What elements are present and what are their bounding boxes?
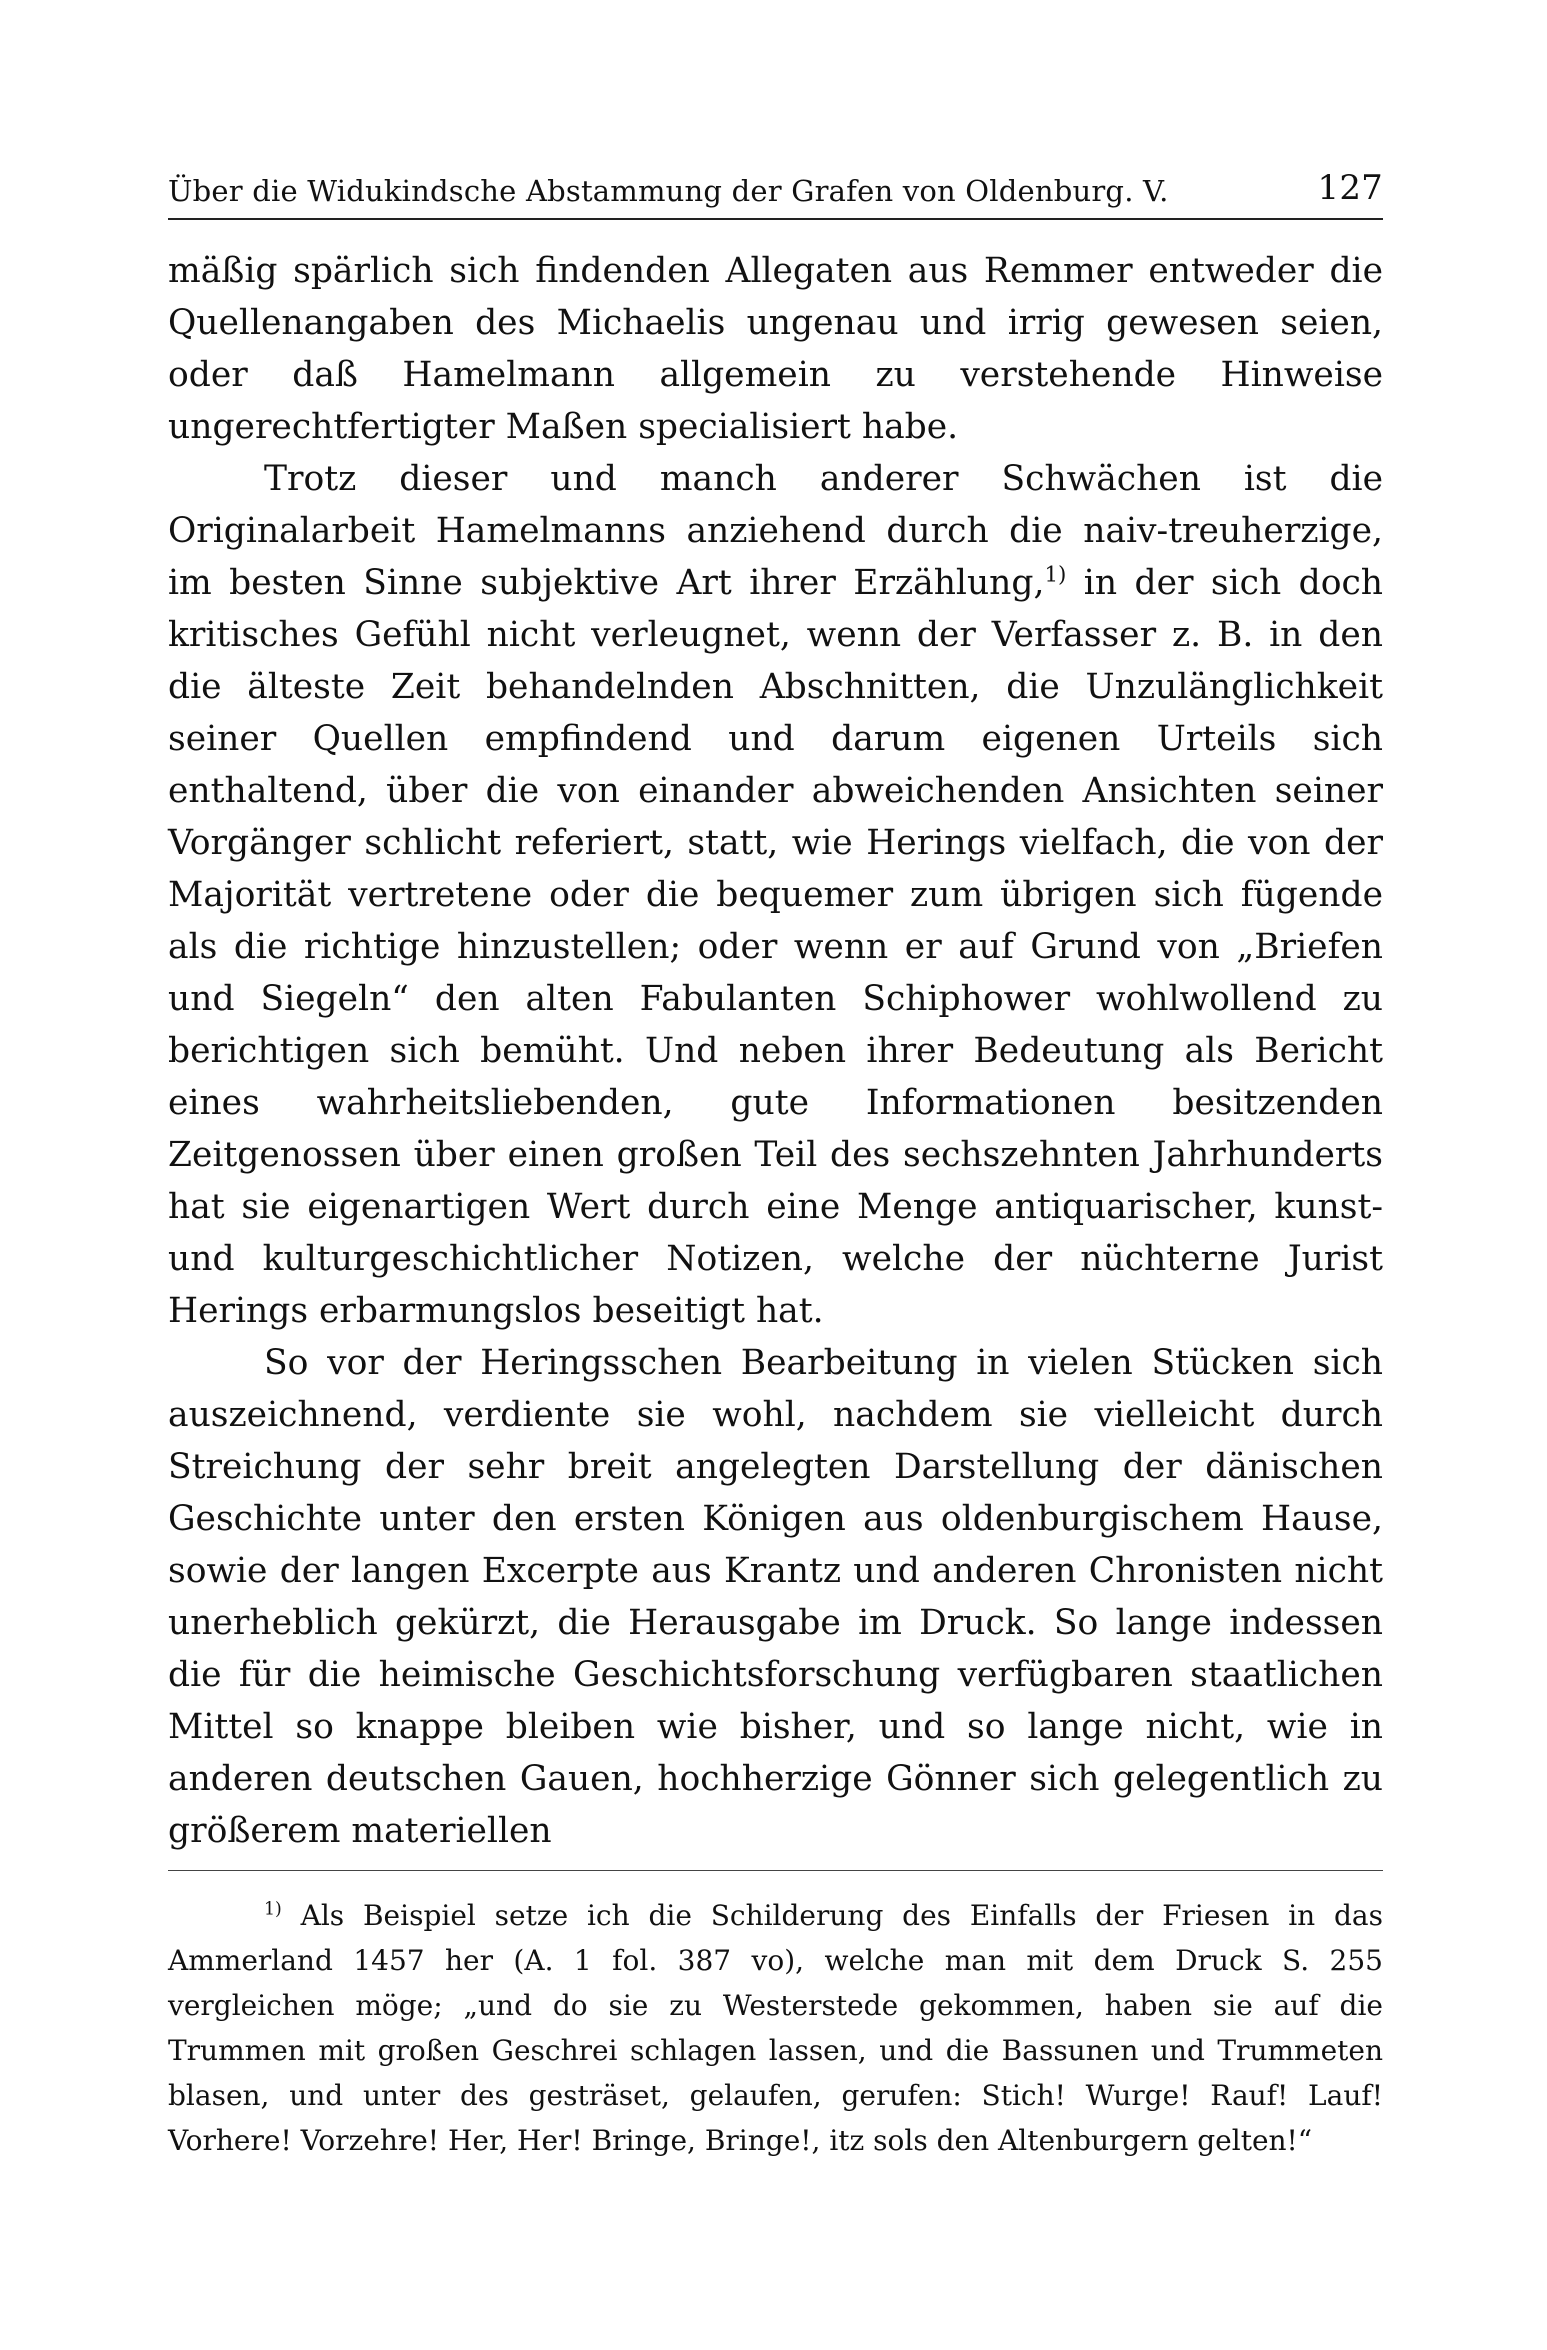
- paragraph-1: mäßig spärlich sich findenden Allegaten aus Remmer entweder die Quellenangaben des Michaelis ungenau und irrig gewesen seien, oder daß Hamelmann allgemein zu verstehende Hinweise ungerechtfertigter Maßen specialisiert habe.: [168, 251, 1383, 447]
- footnote-rule: [168, 1870, 1383, 1871]
- paragraph-2-part-1: Trotz dieser und manch anderer Schwächen ist die Originalarbeit Hamelmanns anziehend durch die naiv-treuherzige, im besten Sinne subjektive Art ihrer Erzählung,: [168, 459, 1383, 603]
- paragraph-3: So vor der Heringsschen Bearbeitung in vielen Stücken sich auszeichnend, verdiente sie wohl, nachdem sie vielleicht durch Streichung der sehr breit angelegten Darstellung der dänischen Geschichte unter den ersten Königen aus oldenburgischem Hause, sowie der langen Excerpte aus Krantz und anderen Chronisten nicht unerheblich gekürzt, die Herausgabe im Druck. So lange indessen die für die heimische Geschichtsforschung verfügbaren staatlichen Mittel so knappe bleiben wie bisher, und so lange nicht, wie in anderen deutschen Gauen, hochherzige Gönner sich gelegentlich zu größerem materiellen: [168, 1343, 1383, 1851]
- footnote-text: Als Beispiel setze ich die Schilderung des Einfalls der Friesen in das Ammerland 1457 her (A. 1 fol. 387 vo), welche man mit dem Druck S. 255 vergleichen möge; „und do sie zu Westerstede gekommen, haben sie auf die Trummen mit großen Geschrei schlagen lassen, und die Bassunen und Trummeten blasen, und unter des gesträset, gelaufen, gerufen: Stich! Wurge! Rauf! Lauf! Vorhere! Vorzehre! Her, Her! Bringe, Bringe!, itz sols den Altenburgern gelten!“: [168, 1899, 1383, 2157]
- footnote-reference: 1): [1044, 562, 1067, 588]
- footnote-marker: 1): [264, 1899, 282, 1920]
- footnotes: [168, 1893, 1383, 2163]
- paragraph-2: [168, 453, 1383, 1337]
- main-text: [168, 245, 1383, 1857]
- running-header: [168, 160, 1383, 208]
- header-rule: [168, 218, 1383, 220]
- page-number: 127: [1317, 168, 1383, 208]
- footnote-1: [168, 1893, 1383, 2163]
- paragraph-2-part-2: in der sich doch kritisches Gefühl nicht verleugnet, wenn der Verfasser z. B. in den die älteste Zeit behandelnden Abschnitten, die Unzulänglichkeit seiner Quellen empfindend und darum eigenen Urteils sich enthaltend, über die von einander abweichenden Ansichten seiner Vorgänger schlicht referiert, statt, wie Herings vielfach, die von der Majorität vertretene oder die bequemer zum übrigen sich fügende als die richtige hinzustellen; oder wenn er auf Grund von „Briefen und Siegeln“ den alten Fabulanten Schiphower wohlwollend zu berichtigen sich bemüht. Und neben ihrer Bedeutung als Bericht eines wahrheitsliebenden, gute Informationen besitzenden Zeitgenossen über einen großen Teil des sechszehnten Jahrhunderts hat sie eigenartigen Wert durch eine Menge antiquarischer, kunst- und kulturgeschichtlicher Notizen, welche der nüchterne Jurist Herings erbarmungslos beseitigt hat.: [168, 563, 1383, 1331]
- running-title: Über die Widukindsche Abstammung der Grafen von Oldenburg. V.: [168, 174, 1169, 208]
